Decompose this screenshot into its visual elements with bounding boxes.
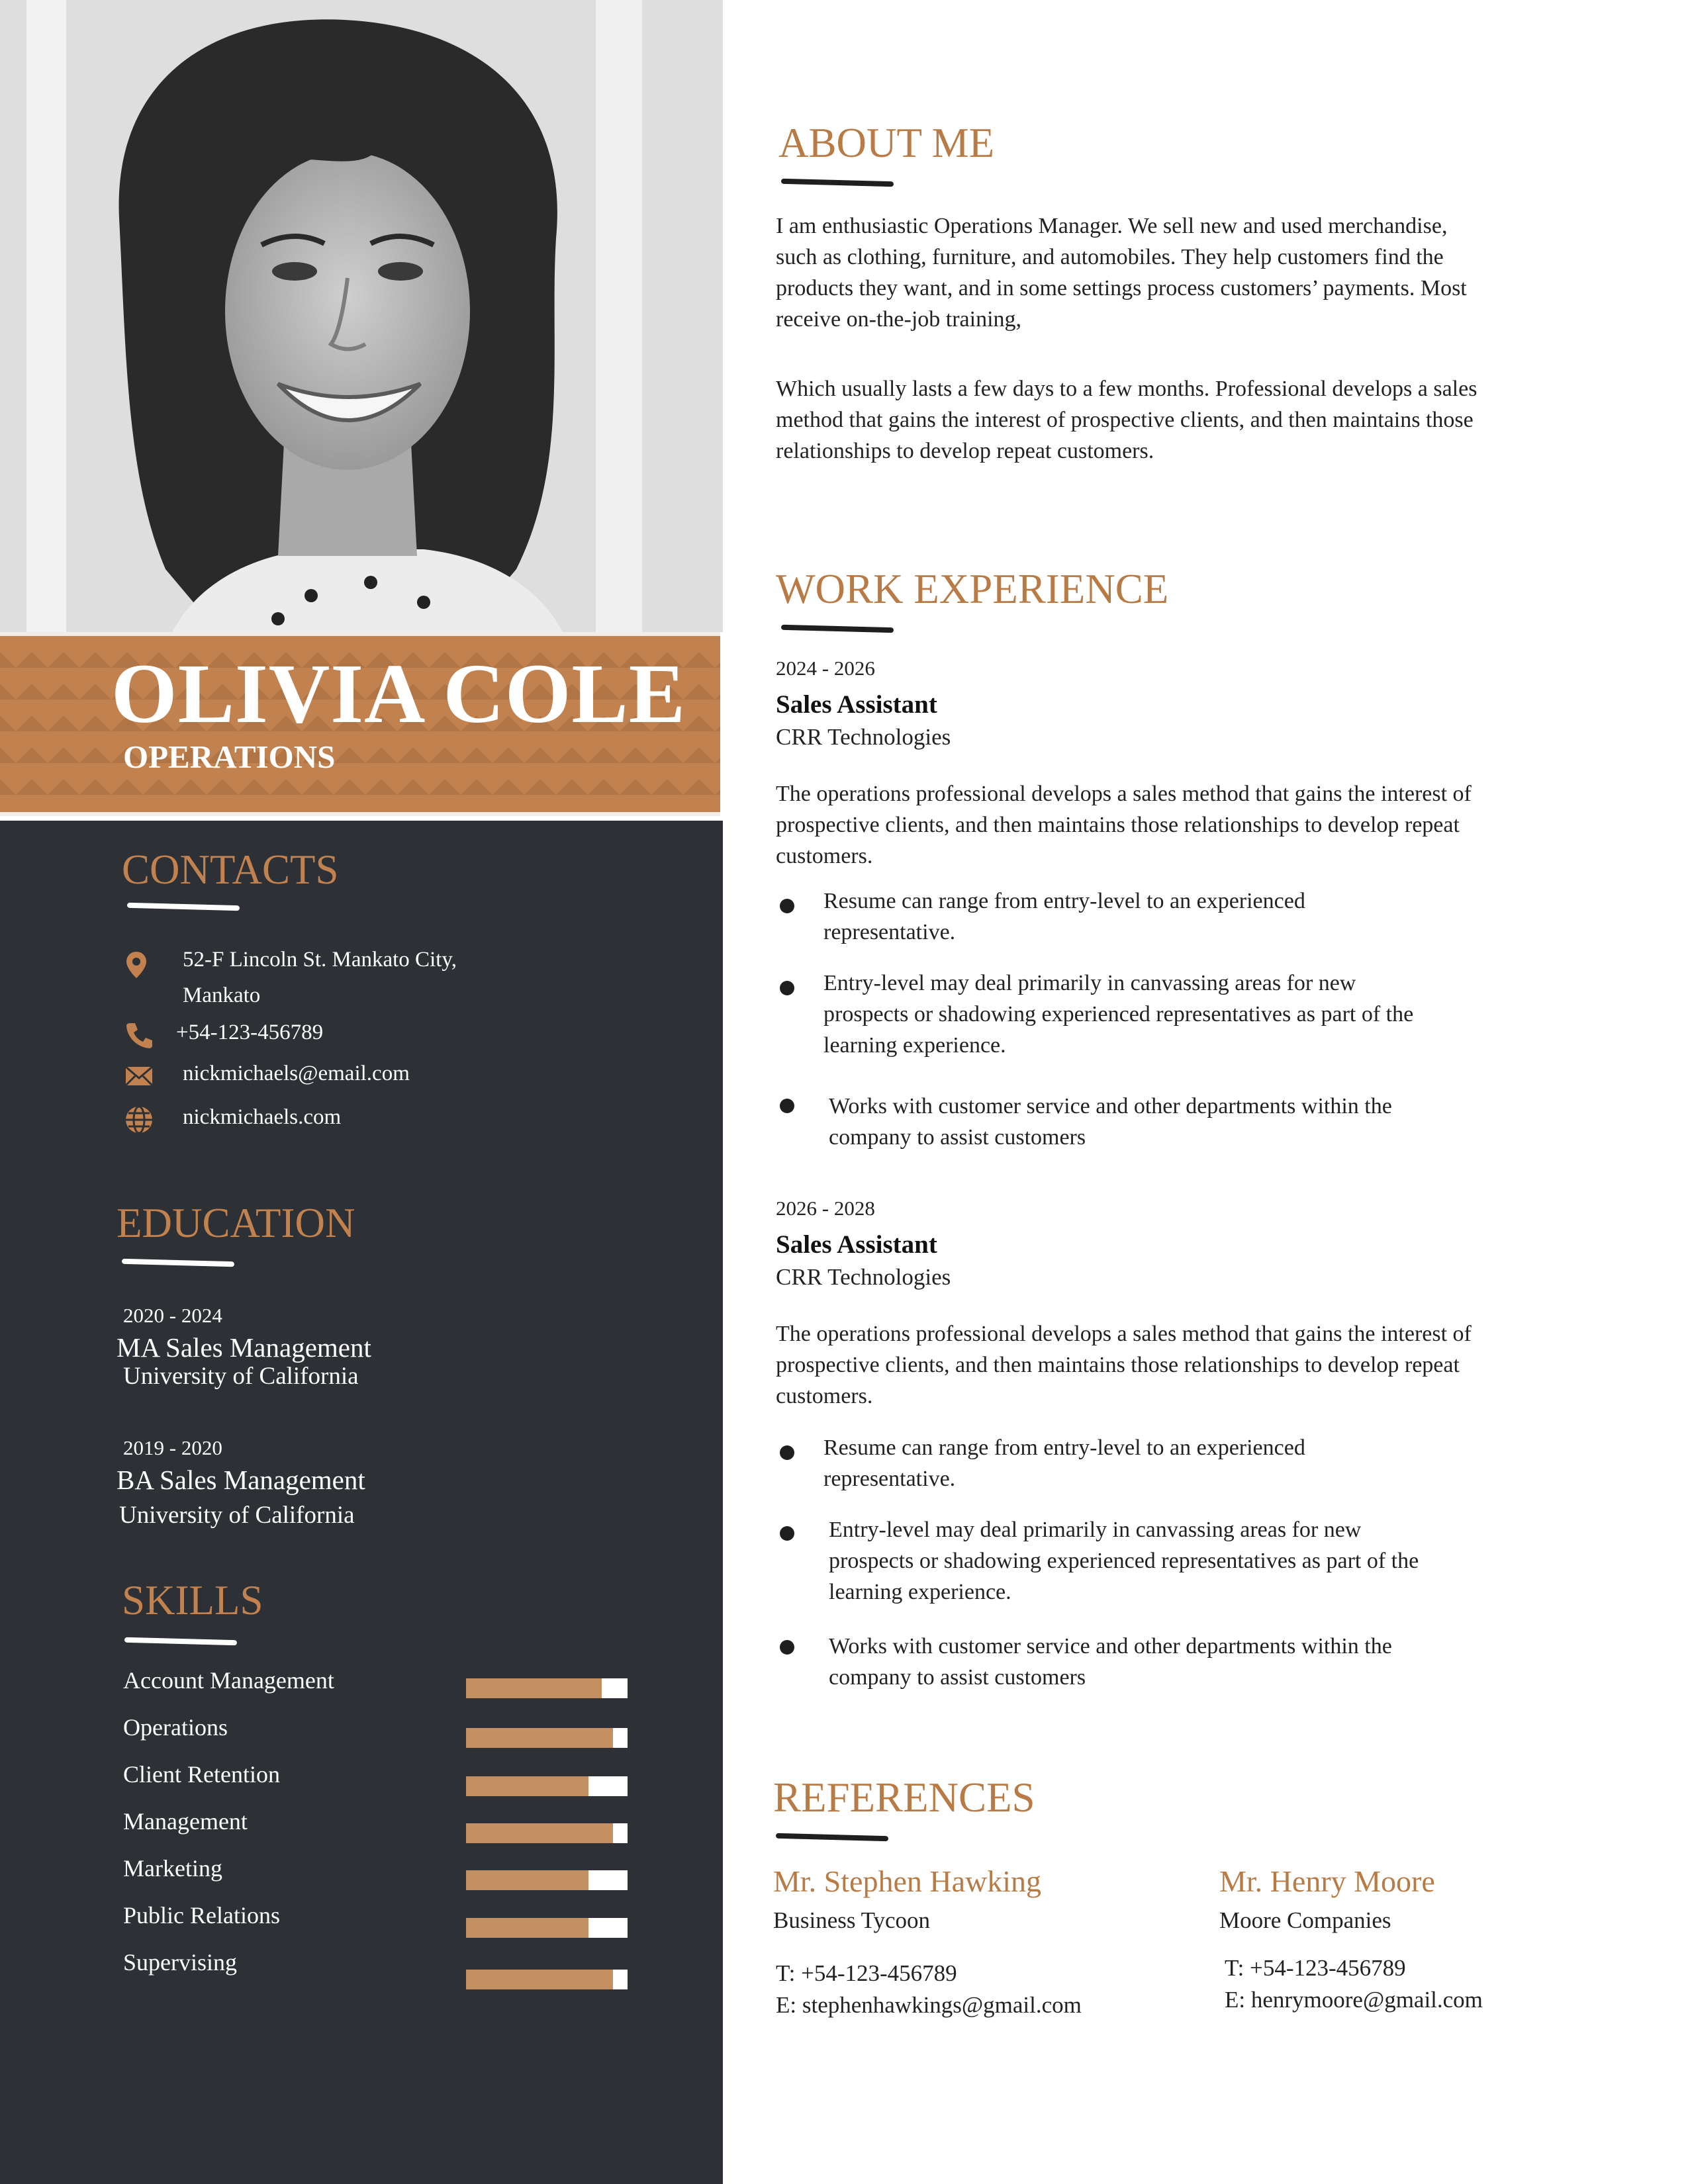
skill-bar — [466, 1678, 628, 1698]
bullet-dot — [780, 1526, 794, 1541]
education-years: 2019 - 2020 — [123, 1436, 222, 1459]
text-line: representative. — [823, 1467, 956, 1491]
job-description — [776, 1318, 1603, 1412]
education-degree: MA Sales Management — [117, 1332, 371, 1363]
text-line: relationships to develop repeat customers. — [776, 439, 1154, 463]
job-role: Sales Assistant — [776, 690, 937, 719]
skill-bar — [466, 1776, 628, 1796]
text-line: Entry-level may deal primarily in canvassing areas for new — [823, 971, 1356, 995]
email-icon — [123, 1060, 155, 1092]
job-title: OPERATIONS — [123, 739, 336, 775]
contact-address-line1: 52-F Lincoln St. Mankato City, — [183, 948, 457, 972]
text-line: method that gains the interest of prospective clients, and then maintains those — [776, 408, 1474, 432]
reference-name: Mr. Stephen Hawking — [773, 1864, 1042, 1898]
reference-email[interactable]: E: henrymoore@gmail.com — [1225, 1987, 1483, 2013]
skill-bar-fill — [466, 1776, 588, 1796]
text-line: receive on-the-job training, — [776, 307, 1022, 332]
skill-bar — [466, 1870, 628, 1890]
contact-phone: +54-123-456789 — [176, 1021, 324, 1044]
education-school: University of California — [119, 1502, 355, 1529]
text-line: customers. — [776, 1384, 873, 1408]
reference-name: Mr. Henry Moore — [1219, 1864, 1435, 1898]
job-bullet — [823, 1432, 1585, 1494]
portrait-illustration — [0, 0, 723, 632]
profile-photo — [0, 0, 723, 632]
experience-heading: WORK EXPERIENCE — [776, 566, 1169, 612]
about-heading: ABOUT ME — [778, 120, 995, 166]
reference-phone: T: +54-123-456789 — [1225, 1955, 1406, 1981]
text-line: Resume can range from entry-level to an experienced — [823, 1435, 1305, 1460]
about-paragraph-1 — [776, 210, 1597, 335]
job-company: CRR Technologies — [776, 1264, 951, 1290]
text-line: learning experience. — [829, 1580, 1011, 1604]
text-line: I am enthusiastic Operations Manager. We sell new and used merchandise, — [776, 214, 1448, 238]
skill-bar — [466, 1823, 628, 1843]
text-line: such as clothing, furniture, and automobiles. They help customers find the — [776, 245, 1444, 269]
text-line: prospective clients, and then maintains those relationships to develop repeat — [776, 813, 1460, 837]
text-line: learning experience. — [823, 1033, 1006, 1058]
contacts-heading: CONTACTS — [122, 846, 339, 893]
text-line: prospects or shadowing experienced representatives as part of the — [829, 1549, 1419, 1573]
skill-label: Client Retention — [123, 1761, 280, 1788]
references-underline — [776, 1833, 888, 1841]
reference-email[interactable]: E: stephenhawkings@gmail.com — [776, 1992, 1082, 2018]
bullet-dot — [780, 899, 794, 913]
skill-label: Marketing — [123, 1855, 222, 1882]
skill-label: Supervising — [123, 1949, 238, 1976]
skill-bar — [466, 1918, 628, 1938]
about-underline — [781, 179, 894, 187]
job-bullet — [823, 886, 1585, 948]
skill-bar-fill — [466, 1870, 588, 1890]
text-line: Works with customer service and other departments within the — [829, 1094, 1392, 1118]
text-line: Works with customer service and other departments within the — [829, 1634, 1392, 1659]
skills-heading: SKILLS — [122, 1577, 263, 1623]
contact-website[interactable]: nickmichaels.com — [183, 1105, 342, 1129]
job-description — [776, 778, 1603, 872]
text-line: The operations professional develops a sales method that gains the interest of — [776, 782, 1472, 806]
job-role: Sales Assistant — [776, 1230, 937, 1259]
text-line: customers. — [776, 844, 873, 868]
skill-bar-fill — [466, 1728, 613, 1748]
job-dates: 2026 - 2028 — [776, 1197, 875, 1220]
job-company: CRR Technologies — [776, 724, 951, 750]
education-heading: EDUCATION — [117, 1200, 355, 1246]
bullet-dot — [780, 1640, 794, 1655]
contact-address-line2: Mankato — [183, 983, 261, 1007]
phone-icon — [123, 1019, 155, 1051]
bullet-dot — [780, 1445, 794, 1460]
education-degree: BA Sales Management — [117, 1465, 365, 1495]
text-line: Resume can range from entry-level to an experienced — [823, 889, 1305, 913]
globe-icon — [123, 1104, 155, 1136]
text-line: company to assist customers — [829, 1665, 1086, 1690]
reference-phone: T: +54-123-456789 — [776, 1960, 957, 1986]
job-bullet — [829, 1091, 1590, 1153]
text-line: representative. — [823, 920, 956, 944]
skill-bar-fill — [466, 1970, 613, 1989]
text-line: Which usually lasts a few days to a few months. Professional develops a sales — [776, 377, 1477, 401]
job-bullet — [829, 1514, 1590, 1608]
text-line: prospects or shadowing experienced representatives as part of the — [823, 1002, 1414, 1026]
text-line: products they want, and in some settings process customers’ payments. Most — [776, 276, 1467, 300]
education-school: University of California — [123, 1363, 359, 1390]
text-line: prospective clients, and then maintains those relationships to develop repeat — [776, 1353, 1460, 1377]
skill-bar — [466, 1970, 628, 1989]
skill-label: Operations — [123, 1714, 228, 1741]
reference-company: Business Tycoon — [773, 1907, 931, 1933]
experience-underline — [781, 625, 894, 633]
skill-label: Account Management — [123, 1667, 334, 1694]
skill-bar-fill — [466, 1678, 602, 1698]
text-line: Entry-level may deal primarily in canvassing areas for new — [829, 1518, 1362, 1542]
skill-bar — [466, 1728, 628, 1748]
references-heading: REFERENCES — [773, 1774, 1035, 1821]
text-line: The operations professional develops a sales method that gains the interest of — [776, 1322, 1472, 1346]
location-pin-icon — [120, 949, 152, 981]
job-bullet — [829, 1631, 1590, 1693]
skill-bar-fill — [466, 1918, 588, 1938]
job-dates: 2024 - 2026 — [776, 657, 875, 680]
skill-label: Public Relations — [123, 1902, 280, 1929]
about-paragraph-2 — [776, 373, 1597, 467]
bullet-dot — [780, 1099, 794, 1113]
education-years: 2020 - 2024 — [123, 1304, 222, 1327]
contact-email[interactable]: nickmichaels@email.com — [183, 1062, 410, 1085]
bullet-dot — [780, 981, 794, 995]
reference-company: Moore Companies — [1219, 1907, 1391, 1933]
job-bullet — [823, 968, 1585, 1061]
skill-label: Management — [123, 1808, 248, 1835]
skill-bar-fill — [466, 1823, 613, 1843]
full-name: OLIVIA COLE — [111, 647, 686, 741]
text-line: company to assist customers — [829, 1125, 1086, 1150]
